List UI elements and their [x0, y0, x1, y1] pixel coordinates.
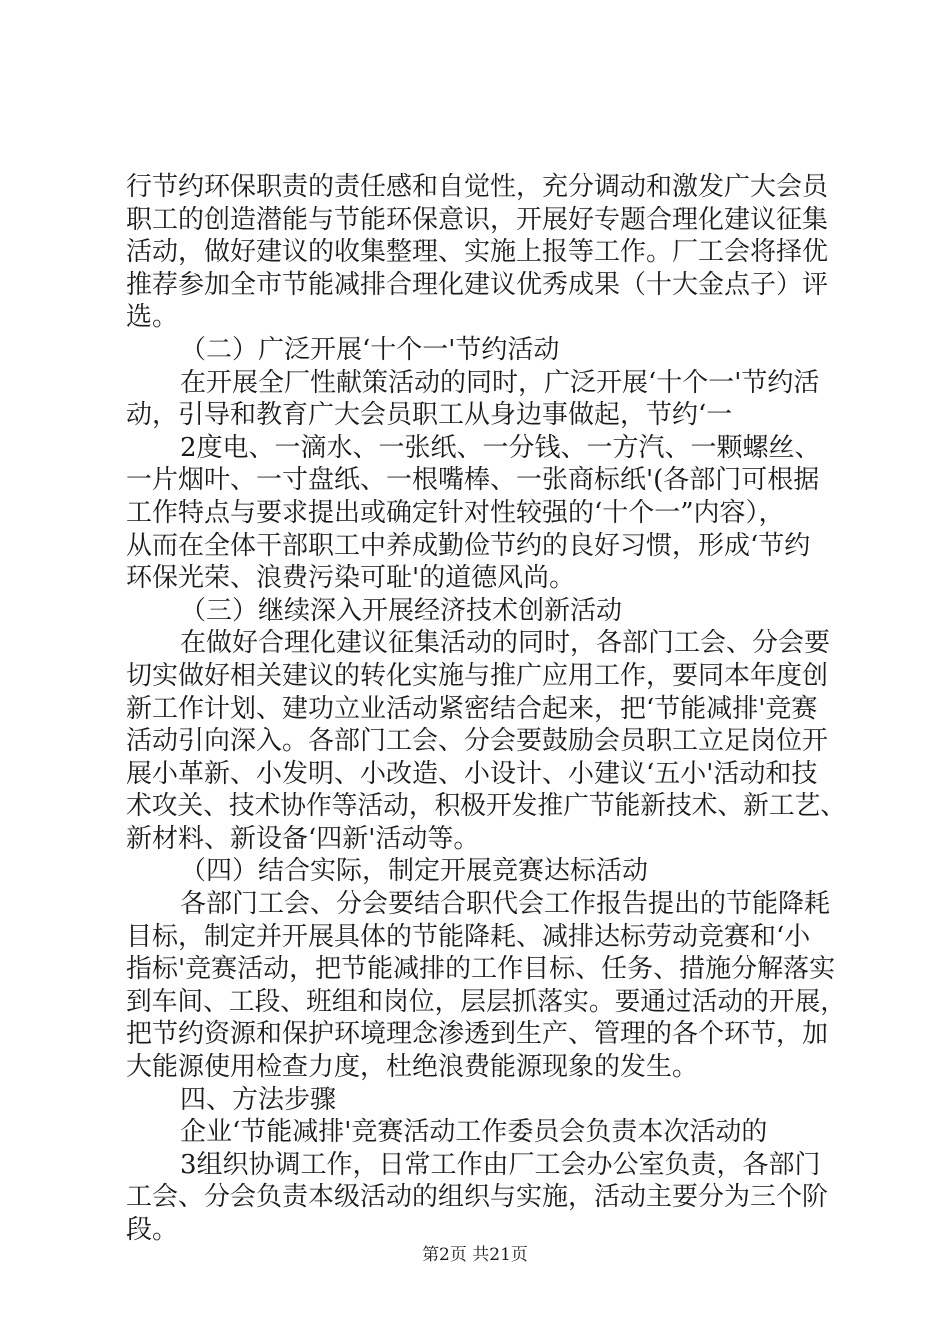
- paragraph-line: 术攻关、技术协作等活动，积极开发推广节能新技术、新工艺、: [126, 791, 847, 822]
- paragraph-line: 推荐参加全市节能减排合理化建议优秀成果（十大金点子）评: [126, 269, 829, 300]
- paragraph-line: 在做好合理化建议征集活动的同时，各部门工会、分会要: [180, 628, 831, 659]
- paragraph-line: 2度电、一滴水、一张纸、一分钱、一方汽、一颗螺丝、: [180, 432, 821, 463]
- paragraph-line: 活动引向深入。各部门工会、分会要鼓励会员职工立足岗位开: [126, 726, 829, 757]
- paragraph-line: 工会、分会负责本级活动的组织与实施，活动主要分为三个阶: [126, 1182, 829, 1213]
- paragraph-line: 从而在全体干部职工中养成勤俭节约的良好习惯，形成‘节约: [126, 530, 811, 561]
- paragraph-line: 目标，制定并开展具体的节能降耗、减排达标劳动竞赛和‘小: [126, 921, 811, 952]
- paragraph-line: 新材料、新设备‘四新'活动等。: [126, 823, 480, 854]
- paragraph-line: 行节约环保职责的责任感和自觉性，充分调动和激发广大会员: [126, 172, 829, 202]
- paragraph-line: 在开展全厂性献策活动的同时，广泛开展‘十个一'节约活: [180, 367, 820, 398]
- paragraph-line: 企业‘节能减排'竞赛活动工作委员会负责本次活动的: [180, 1117, 768, 1148]
- section-heading: （四）结合实际，制定开展竞赛达标活动: [180, 856, 649, 887]
- paragraph-line: 把节约资源和保护环境理念渗透到生产、管理的各个环节，加: [126, 1019, 829, 1050]
- paragraph-line: 一片烟叶、一寸盘纸、一根嘴棒、一张商标纸'(各部门可根据: [126, 465, 820, 496]
- paragraph-line: 大能源使用检查力度，杜绝浪费能源现象的发生。: [126, 1052, 699, 1083]
- paragraph-line: 到车间、工段、班组和岗位，层层抓落实。要通过活动的开展，: [126, 986, 847, 1017]
- paragraph-line: 段。: [126, 1215, 179, 1245]
- paragraph-line: 各部门工会、分会要结合职代会工作报告提出的节能降耗: [180, 889, 831, 920]
- body-text: [126, 171, 846, 1247]
- paragraph-line: 环保光荣、浪费污染可耻'的道德风尚。: [126, 563, 576, 594]
- paragraph-line: 动，引导和教育广大会员职工从身边事做起，节约‘一: [126, 400, 733, 431]
- paragraph-line: 指标'竞赛活动，把节能减排的工作目标、任务、措施分解落实: [126, 954, 836, 985]
- paragraph-line: 3组织协调工作，日常工作由厂工会办公室负责，各部门: [180, 1149, 821, 1180]
- section-heading: （三）继续深入开展经济技术创新活动: [180, 595, 623, 626]
- section-heading: （二）广泛开展‘十个一'节约活动: [180, 334, 560, 365]
- page-number-footer: 第2页 共21页: [422, 1245, 528, 1265]
- paragraph-line: 切实做好相关建议的转化实施与推广应用工作，要同本年度创: [126, 660, 829, 691]
- section-heading: 四、方法步骤: [180, 1084, 337, 1115]
- paragraph-line: 活动，做好建议的收集整理、实施上报等工作。厂工会将择优: [126, 237, 829, 268]
- paragraph-line: 职工的创造潜能与节能环保意识，开展好专题合理化建议征集: [126, 204, 829, 235]
- paragraph-line: 工作特点与要求提出或确定针对性较强的‘十个一”内容），: [126, 497, 785, 528]
- paragraph-line: 选。: [126, 302, 179, 333]
- paragraph-line: 新工作计划、建功立业活动紧密结合起来，把‘节能减排'竞赛: [126, 693, 818, 724]
- paragraph-line: 展小革新、小发明、小改造、小设计、小建议‘五小'活动和技: [126, 758, 818, 789]
